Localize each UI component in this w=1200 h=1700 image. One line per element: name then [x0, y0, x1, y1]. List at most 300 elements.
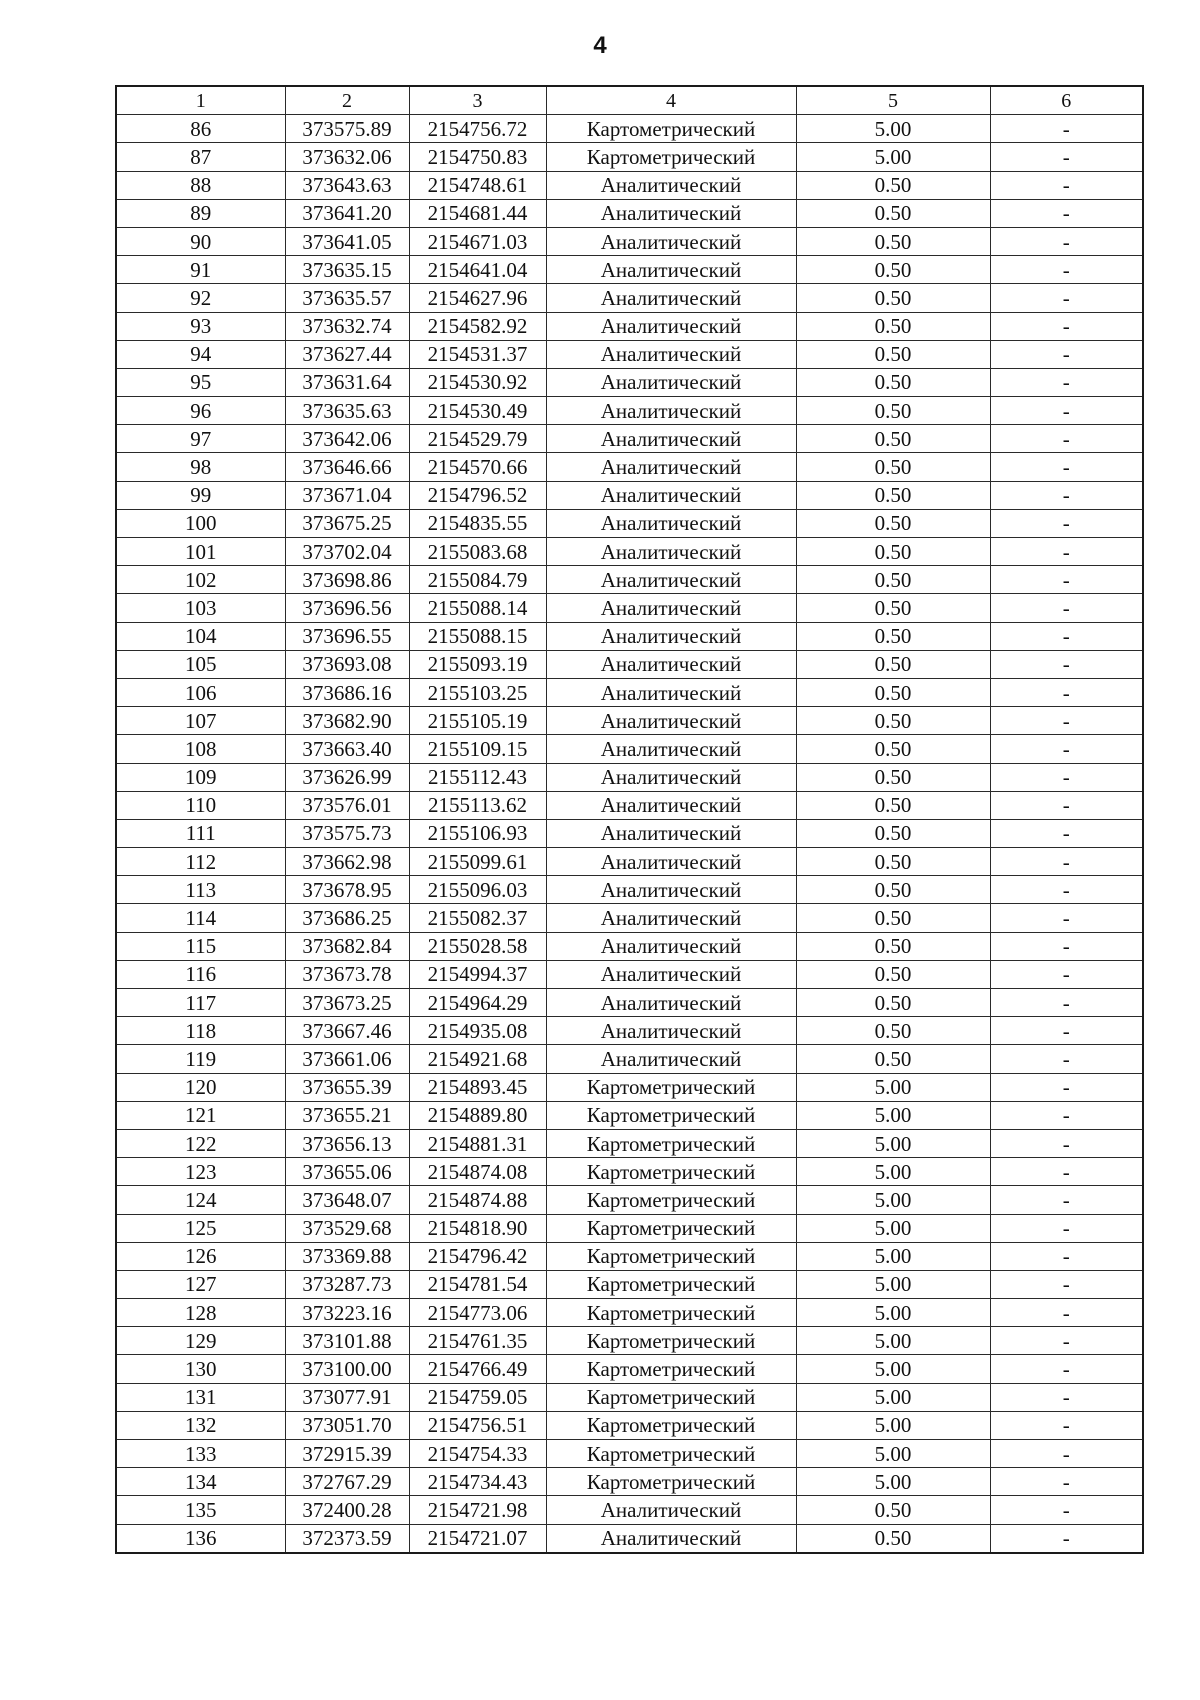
x-coordinate-cell: 373287.73	[285, 1270, 409, 1298]
point-number-cell: 95	[116, 368, 285, 396]
method-cell: Картометрический	[546, 1242, 796, 1270]
x-coordinate-cell: 373682.90	[285, 707, 409, 735]
table-row	[116, 1270, 1143, 1298]
table-row	[116, 1327, 1143, 1355]
accuracy-cell: 0.50	[796, 904, 990, 932]
y-coordinate-cell: 2154796.52	[409, 481, 546, 509]
accuracy-cell: 0.50	[796, 848, 990, 876]
accuracy-cell: 0.50	[796, 650, 990, 678]
table-row	[116, 171, 1143, 199]
x-coordinate-cell: 373575.73	[285, 819, 409, 847]
x-coordinate-cell: 373667.46	[285, 1017, 409, 1045]
x-coordinate-cell: 372767.29	[285, 1468, 409, 1496]
method-cell: Аналитический	[546, 199, 796, 227]
note-cell: -	[990, 256, 1143, 284]
table-row	[116, 312, 1143, 340]
method-cell: Аналитический	[546, 989, 796, 1017]
x-coordinate-cell: 373656.13	[285, 1129, 409, 1157]
method-cell: Аналитический	[546, 227, 796, 255]
accuracy-cell: 0.50	[796, 227, 990, 255]
y-coordinate-cell: 2154881.31	[409, 1129, 546, 1157]
y-coordinate-cell: 2154835.55	[409, 509, 546, 537]
method-cell: Картометрический	[546, 1101, 796, 1129]
method-cell: Аналитический	[546, 763, 796, 791]
note-cell: -	[990, 678, 1143, 706]
method-cell: Картометрический	[546, 1383, 796, 1411]
point-number-cell: 91	[116, 256, 285, 284]
method-cell: Аналитический	[546, 904, 796, 932]
y-coordinate-cell: 2155096.03	[409, 876, 546, 904]
x-coordinate-cell: 373646.66	[285, 453, 409, 481]
point-number-cell: 106	[116, 678, 285, 706]
table-row	[116, 707, 1143, 735]
table-row	[116, 650, 1143, 678]
method-cell: Аналитический	[546, 848, 796, 876]
accuracy-cell: 5.00	[796, 1129, 990, 1157]
y-coordinate-cell: 2154893.45	[409, 1073, 546, 1101]
y-coordinate-cell: 2155105.19	[409, 707, 546, 735]
method-cell: Аналитический	[546, 876, 796, 904]
point-number-cell: 120	[116, 1073, 285, 1101]
point-number-cell: 122	[116, 1129, 285, 1157]
point-number-cell: 93	[116, 312, 285, 340]
note-cell: -	[990, 1242, 1143, 1270]
table-row	[116, 1158, 1143, 1186]
x-coordinate-cell: 373671.04	[285, 481, 409, 509]
method-cell: Картометрический	[546, 1299, 796, 1327]
x-coordinate-cell: 373631.64	[285, 368, 409, 396]
accuracy-cell: 0.50	[796, 960, 990, 988]
x-coordinate-cell: 373648.07	[285, 1186, 409, 1214]
point-number-cell: 104	[116, 622, 285, 650]
point-number-cell: 119	[116, 1045, 285, 1073]
note-cell: -	[990, 791, 1143, 819]
accuracy-cell: 0.50	[796, 791, 990, 819]
table-row	[116, 1383, 1143, 1411]
table-body	[116, 86, 1143, 1553]
method-cell: Картометрический	[546, 1270, 796, 1298]
y-coordinate-cell: 2154721.07	[409, 1524, 546, 1553]
y-coordinate-cell: 2154641.04	[409, 256, 546, 284]
x-coordinate-cell: 373655.21	[285, 1101, 409, 1129]
accuracy-cell: 0.50	[796, 1045, 990, 1073]
note-cell: -	[990, 566, 1143, 594]
table-row	[116, 1017, 1143, 1045]
method-cell: Аналитический	[546, 397, 796, 425]
point-number-cell: 114	[116, 904, 285, 932]
method-cell: Аналитический	[546, 707, 796, 735]
y-coordinate-cell: 2155084.79	[409, 566, 546, 594]
x-coordinate-cell: 373686.25	[285, 904, 409, 932]
point-number-cell: 109	[116, 763, 285, 791]
point-number-cell: 134	[116, 1468, 285, 1496]
accuracy-cell: 5.00	[796, 1383, 990, 1411]
point-number-cell: 112	[116, 848, 285, 876]
note-cell: -	[990, 1299, 1143, 1327]
point-number-cell: 108	[116, 735, 285, 763]
point-number-cell: 89	[116, 199, 285, 227]
accuracy-cell: 0.50	[796, 707, 990, 735]
accuracy-cell: 5.00	[796, 1073, 990, 1101]
accuracy-cell: 0.50	[796, 340, 990, 368]
y-coordinate-cell: 2154796.42	[409, 1242, 546, 1270]
x-coordinate-cell: 373627.44	[285, 340, 409, 368]
accuracy-cell: 0.50	[796, 199, 990, 227]
y-coordinate-cell: 2155099.61	[409, 848, 546, 876]
accuracy-cell: 0.50	[796, 1017, 990, 1045]
note-cell: -	[990, 1270, 1143, 1298]
accuracy-cell: 0.50	[796, 368, 990, 396]
point-number-cell: 113	[116, 876, 285, 904]
x-coordinate-cell: 373663.40	[285, 735, 409, 763]
method-cell: Аналитический	[546, 1017, 796, 1045]
table-row	[116, 425, 1143, 453]
note-cell: -	[990, 509, 1143, 537]
point-number-cell: 130	[116, 1355, 285, 1383]
y-coordinate-cell: 2154874.88	[409, 1186, 546, 1214]
accuracy-cell: 0.50	[796, 312, 990, 340]
table-row	[116, 115, 1143, 143]
table-row	[116, 340, 1143, 368]
x-coordinate-cell: 373575.89	[285, 115, 409, 143]
table-row	[116, 1440, 1143, 1468]
point-number-cell: 127	[116, 1270, 285, 1298]
y-coordinate-cell: 2154754.33	[409, 1440, 546, 1468]
y-coordinate-cell: 2155112.43	[409, 763, 546, 791]
note-cell: -	[990, 1073, 1143, 1101]
table-row	[116, 453, 1143, 481]
x-coordinate-cell: 373626.99	[285, 763, 409, 791]
point-number-cell: 123	[116, 1158, 285, 1186]
note-cell: -	[990, 312, 1143, 340]
method-cell: Аналитический	[546, 1524, 796, 1553]
method-cell: Аналитический	[546, 622, 796, 650]
point-number-cell: 90	[116, 227, 285, 255]
x-coordinate-cell: 373077.91	[285, 1383, 409, 1411]
table-row	[116, 960, 1143, 988]
y-coordinate-cell: 2154818.90	[409, 1214, 546, 1242]
x-coordinate-cell: 373576.01	[285, 791, 409, 819]
note-cell: -	[990, 763, 1143, 791]
method-cell: Картометрический	[546, 115, 796, 143]
note-cell: -	[990, 1327, 1143, 1355]
point-number-cell: 124	[116, 1186, 285, 1214]
method-cell: Аналитический	[546, 425, 796, 453]
y-coordinate-cell: 2154756.72	[409, 115, 546, 143]
x-coordinate-cell: 373635.57	[285, 284, 409, 312]
table-row	[116, 509, 1143, 537]
table-row	[116, 932, 1143, 960]
y-coordinate-cell: 2154935.08	[409, 1017, 546, 1045]
x-coordinate-cell: 373223.16	[285, 1299, 409, 1327]
accuracy-cell: 0.50	[796, 594, 990, 622]
accuracy-cell: 5.00	[796, 115, 990, 143]
y-coordinate-cell: 2155083.68	[409, 538, 546, 566]
point-number-cell: 101	[116, 538, 285, 566]
note-cell: -	[990, 1411, 1143, 1439]
y-coordinate-cell: 2154627.96	[409, 284, 546, 312]
y-coordinate-cell: 2155082.37	[409, 904, 546, 932]
x-coordinate-cell: 373641.05	[285, 227, 409, 255]
column-header: 4	[546, 86, 796, 115]
x-coordinate-cell: 373632.74	[285, 312, 409, 340]
x-coordinate-cell: 373101.88	[285, 1327, 409, 1355]
note-cell: -	[990, 622, 1143, 650]
y-coordinate-cell: 2154874.08	[409, 1158, 546, 1186]
table-row	[116, 594, 1143, 622]
x-coordinate-cell: 373635.15	[285, 256, 409, 284]
point-number-cell: 110	[116, 791, 285, 819]
table-row	[116, 1214, 1143, 1242]
accuracy-cell: 0.50	[796, 819, 990, 847]
y-coordinate-cell: 2154766.49	[409, 1355, 546, 1383]
point-number-cell: 102	[116, 566, 285, 594]
point-number-cell: 116	[116, 960, 285, 988]
x-coordinate-cell: 373693.08	[285, 650, 409, 678]
y-coordinate-cell: 2154529.79	[409, 425, 546, 453]
y-coordinate-cell: 2154582.92	[409, 312, 546, 340]
table-row	[116, 876, 1143, 904]
y-coordinate-cell: 2155109.15	[409, 735, 546, 763]
table-row	[116, 256, 1143, 284]
point-number-cell: 87	[116, 143, 285, 171]
method-cell: Аналитический	[546, 368, 796, 396]
y-coordinate-cell: 2154964.29	[409, 989, 546, 1017]
column-header: 5	[796, 86, 990, 115]
note-cell: -	[990, 481, 1143, 509]
y-coordinate-cell: 2154748.61	[409, 171, 546, 199]
table-row	[116, 143, 1143, 171]
table-row	[116, 566, 1143, 594]
note-cell: -	[990, 1524, 1143, 1553]
x-coordinate-cell: 373655.06	[285, 1158, 409, 1186]
method-cell: Аналитический	[546, 678, 796, 706]
y-coordinate-cell: 2155106.93	[409, 819, 546, 847]
note-cell: -	[990, 1355, 1143, 1383]
accuracy-cell: 0.50	[796, 425, 990, 453]
table-row	[116, 481, 1143, 509]
note-cell: -	[990, 1186, 1143, 1214]
y-coordinate-cell: 2155028.58	[409, 932, 546, 960]
table-row	[116, 1101, 1143, 1129]
note-cell: -	[990, 1017, 1143, 1045]
point-number-cell: 111	[116, 819, 285, 847]
page-number: 4	[593, 32, 607, 59]
accuracy-cell: 0.50	[796, 678, 990, 706]
note-cell: -	[990, 368, 1143, 396]
method-cell: Аналитический	[546, 453, 796, 481]
y-coordinate-cell: 2154750.83	[409, 143, 546, 171]
table-row	[116, 368, 1143, 396]
point-number-cell: 97	[116, 425, 285, 453]
x-coordinate-cell: 373641.20	[285, 199, 409, 227]
accuracy-cell: 0.50	[796, 256, 990, 284]
note-cell: -	[990, 1045, 1143, 1073]
x-coordinate-cell: 373662.98	[285, 848, 409, 876]
point-number-cell: 107	[116, 707, 285, 735]
accuracy-cell: 0.50	[796, 509, 990, 537]
y-coordinate-cell: 2154773.06	[409, 1299, 546, 1327]
x-coordinate-cell: 373632.06	[285, 143, 409, 171]
note-cell: -	[990, 735, 1143, 763]
method-cell: Аналитический	[546, 791, 796, 819]
method-cell: Аналитический	[546, 481, 796, 509]
method-cell: Аналитический	[546, 1496, 796, 1524]
method-cell: Аналитический	[546, 171, 796, 199]
y-coordinate-cell: 2154721.98	[409, 1496, 546, 1524]
point-number-cell: 96	[116, 397, 285, 425]
note-cell: -	[990, 227, 1143, 255]
accuracy-cell: 5.00	[796, 1299, 990, 1327]
accuracy-cell: 0.50	[796, 876, 990, 904]
note-cell: -	[990, 1383, 1143, 1411]
table-row	[116, 904, 1143, 932]
accuracy-cell: 0.50	[796, 284, 990, 312]
note-cell: -	[990, 904, 1143, 932]
y-coordinate-cell: 2154756.51	[409, 1411, 546, 1439]
x-coordinate-cell: 373100.00	[285, 1355, 409, 1383]
accuracy-cell: 5.00	[796, 1214, 990, 1242]
table-row	[116, 538, 1143, 566]
x-coordinate-cell: 373635.63	[285, 397, 409, 425]
note-cell: -	[990, 1129, 1143, 1157]
method-cell: Аналитический	[546, 1045, 796, 1073]
x-coordinate-cell: 373051.70	[285, 1411, 409, 1439]
point-number-cell: 136	[116, 1524, 285, 1553]
note-cell: -	[990, 453, 1143, 481]
table-row	[116, 1242, 1143, 1270]
note-cell: -	[990, 284, 1143, 312]
note-cell: -	[990, 340, 1143, 368]
x-coordinate-cell: 373642.06	[285, 425, 409, 453]
accuracy-cell: 5.00	[796, 1242, 990, 1270]
column-header: 1	[116, 86, 285, 115]
y-coordinate-cell: 2155103.25	[409, 678, 546, 706]
accuracy-cell: 5.00	[796, 1468, 990, 1496]
accuracy-cell: 5.00	[796, 1440, 990, 1468]
note-cell: -	[990, 819, 1143, 847]
x-coordinate-cell: 373696.55	[285, 622, 409, 650]
method-cell: Аналитический	[546, 819, 796, 847]
accuracy-cell: 5.00	[796, 1355, 990, 1383]
x-coordinate-cell: 373369.88	[285, 1242, 409, 1270]
note-cell: -	[990, 1440, 1143, 1468]
table-row	[116, 284, 1143, 312]
y-coordinate-cell: 2154671.03	[409, 227, 546, 255]
method-cell: Картометрический	[546, 143, 796, 171]
y-coordinate-cell: 2155093.19	[409, 650, 546, 678]
point-number-cell: 117	[116, 989, 285, 1017]
method-cell: Аналитический	[546, 284, 796, 312]
method-cell: Аналитический	[546, 509, 796, 537]
accuracy-cell: 0.50	[796, 1524, 990, 1553]
note-cell: -	[990, 143, 1143, 171]
method-cell: Аналитический	[546, 566, 796, 594]
note-cell: -	[990, 989, 1143, 1017]
note-cell: -	[990, 171, 1143, 199]
method-cell: Аналитический	[546, 340, 796, 368]
accuracy-cell: 5.00	[796, 1186, 990, 1214]
table-row	[116, 678, 1143, 706]
accuracy-cell: 0.50	[796, 481, 990, 509]
x-coordinate-cell: 373675.25	[285, 509, 409, 537]
table-row	[116, 819, 1143, 847]
method-cell: Картометрический	[546, 1411, 796, 1439]
accuracy-cell: 0.50	[796, 566, 990, 594]
method-cell: Аналитический	[546, 538, 796, 566]
table-row	[116, 848, 1143, 876]
x-coordinate-cell: 373682.84	[285, 932, 409, 960]
method-cell: Картометрический	[546, 1468, 796, 1496]
y-coordinate-cell: 2154570.66	[409, 453, 546, 481]
y-coordinate-cell: 2154759.05	[409, 1383, 546, 1411]
table-row	[116, 1355, 1143, 1383]
accuracy-cell: 5.00	[796, 143, 990, 171]
note-cell: -	[990, 707, 1143, 735]
x-coordinate-cell: 373655.39	[285, 1073, 409, 1101]
note-cell: -	[990, 199, 1143, 227]
note-cell: -	[990, 1101, 1143, 1129]
y-coordinate-cell: 2155088.15	[409, 622, 546, 650]
accuracy-cell: 0.50	[796, 453, 990, 481]
y-coordinate-cell: 2154781.54	[409, 1270, 546, 1298]
x-coordinate-cell: 373698.86	[285, 566, 409, 594]
header-row	[116, 86, 1143, 115]
table-row	[116, 791, 1143, 819]
method-cell: Аналитический	[546, 312, 796, 340]
note-cell: -	[990, 538, 1143, 566]
column-header: 2	[285, 86, 409, 115]
point-number-cell: 128	[116, 1299, 285, 1327]
x-coordinate-cell: 373673.78	[285, 960, 409, 988]
point-number-cell: 118	[116, 1017, 285, 1045]
point-number-cell: 133	[116, 1440, 285, 1468]
column-header: 3	[409, 86, 546, 115]
point-number-cell: 98	[116, 453, 285, 481]
note-cell: -	[990, 1468, 1143, 1496]
note-cell: -	[990, 397, 1143, 425]
y-coordinate-cell: 2154994.37	[409, 960, 546, 988]
table-row	[116, 763, 1143, 791]
table-row	[116, 1045, 1143, 1073]
y-coordinate-cell: 2154531.37	[409, 340, 546, 368]
accuracy-cell: 0.50	[796, 989, 990, 1017]
note-cell: -	[990, 115, 1143, 143]
table-row	[116, 397, 1143, 425]
method-cell: Картометрический	[546, 1158, 796, 1186]
note-cell: -	[990, 425, 1143, 453]
y-coordinate-cell: 2154530.49	[409, 397, 546, 425]
table-row	[116, 1524, 1143, 1553]
accuracy-cell: 0.50	[796, 1496, 990, 1524]
note-cell: -	[990, 932, 1143, 960]
accuracy-cell: 5.00	[796, 1158, 990, 1186]
accuracy-cell: 0.50	[796, 932, 990, 960]
point-number-cell: 135	[116, 1496, 285, 1524]
table-row	[116, 199, 1143, 227]
x-coordinate-cell: 373529.68	[285, 1214, 409, 1242]
note-cell: -	[990, 848, 1143, 876]
method-cell: Картометрический	[546, 1186, 796, 1214]
note-cell: -	[990, 1214, 1143, 1242]
note-cell: -	[990, 650, 1143, 678]
y-coordinate-cell: 2154761.35	[409, 1327, 546, 1355]
table-row	[116, 622, 1143, 650]
table-row	[116, 1496, 1143, 1524]
point-number-cell: 132	[116, 1411, 285, 1439]
note-cell: -	[990, 1158, 1143, 1186]
y-coordinate-cell: 2154734.43	[409, 1468, 546, 1496]
